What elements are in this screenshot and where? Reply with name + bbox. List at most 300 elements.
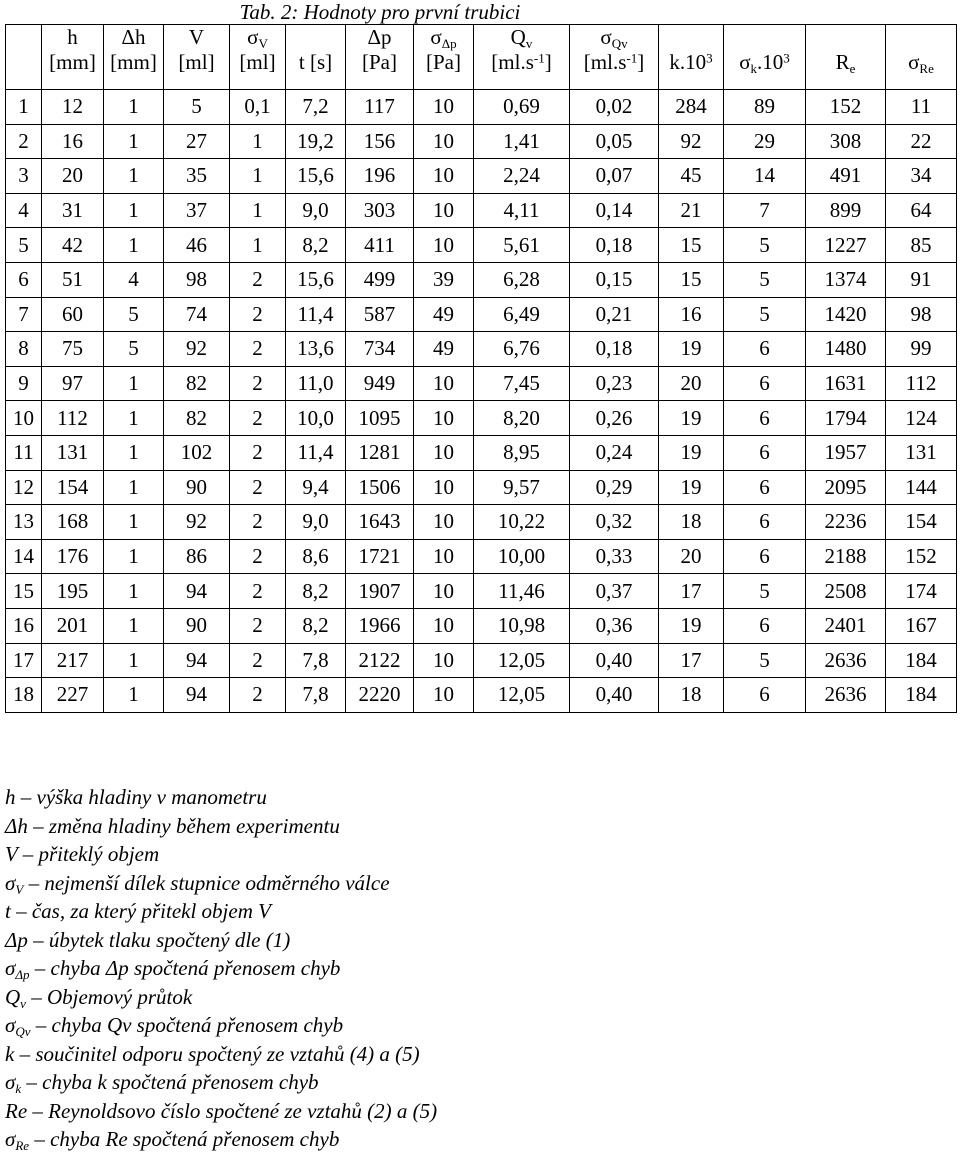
table-cell: 2220 — [346, 678, 414, 713]
table-cell: 167 — [886, 608, 957, 643]
table-cell: 11,0 — [286, 366, 346, 401]
table-cell: 1 — [104, 470, 164, 505]
table-cell: 34 — [886, 159, 957, 194]
table-cell: 1957 — [806, 435, 886, 470]
table-cell: 10,0 — [286, 401, 346, 436]
header-cell — [230, 25, 286, 90]
table-cell: 10 — [414, 435, 474, 470]
table-cell: 94 — [164, 574, 230, 609]
table-row — [6, 678, 957, 713]
table-cell: 8,95 — [474, 435, 570, 470]
table-cell: 2 — [230, 435, 286, 470]
table-cell: 6 — [724, 435, 806, 470]
table-cell: 94 — [164, 643, 230, 678]
header-cell — [164, 25, 230, 90]
table-cell: 5 — [724, 574, 806, 609]
table-cell: 1281 — [346, 435, 414, 470]
row-index-cell: 8 — [6, 332, 42, 367]
table-cell: 7,8 — [286, 643, 346, 678]
header-cell — [346, 25, 414, 90]
legend-symbol: σ — [5, 956, 16, 980]
table-cell: 64 — [886, 193, 957, 228]
table-cell: 8,6 — [286, 539, 346, 574]
header-symbol: h — [67, 25, 78, 49]
table-cell: 10 — [414, 574, 474, 609]
legend-description: – chyba Qv spočtená přenosem chyb — [30, 1013, 344, 1037]
legend-subscript: v — [20, 995, 26, 1011]
table-cell: 0,02 — [570, 90, 659, 125]
table-cell: 10,00 — [474, 539, 570, 574]
table-row — [6, 193, 957, 228]
table-cell: 1 — [104, 193, 164, 228]
table-caption — [0, 0, 960, 24]
table-cell: 1 — [104, 678, 164, 713]
row-index-cell: 17 — [6, 643, 42, 678]
table-cell: 2,24 — [474, 159, 570, 194]
table-cell: 15,6 — [286, 159, 346, 194]
table-cell: 1794 — [806, 401, 886, 436]
header-unit: $k.10^3$ — [669, 50, 713, 74]
table-cell: 0,23 — [570, 366, 659, 401]
table-cell: 734 — [346, 332, 414, 367]
row-index-cell: 14 — [6, 539, 42, 574]
table-cell: 6 — [724, 539, 806, 574]
table-cell: 2 — [230, 366, 286, 401]
table-cell: 2 — [230, 608, 286, 643]
row-index-cell: 18 — [6, 678, 42, 713]
table-cell: 37 — [164, 193, 230, 228]
header-unit-subscript: Re — [919, 60, 934, 76]
table-cell: 97 — [42, 366, 104, 401]
table-cell: 1506 — [346, 470, 414, 505]
table-cell: 19 — [659, 332, 724, 367]
row-index-cell: 10 — [6, 401, 42, 436]
header-unit: $[ml.s^{-1}]$ — [583, 50, 645, 74]
header-cell — [474, 25, 570, 90]
table-cell: 0,24 — [570, 435, 659, 470]
table-cell: 10 — [414, 366, 474, 401]
header-symbol — [659, 25, 723, 50]
table-row — [6, 435, 957, 470]
header-symbol: V — [188, 25, 205, 49]
table-cell: 144 — [886, 470, 957, 505]
header-cell — [659, 25, 724, 90]
header-symbol: $Q_v$ — [510, 25, 533, 51]
table-row — [6, 124, 957, 159]
table-cell: 92 — [659, 124, 724, 159]
legend-symbol: σ — [5, 1013, 16, 1037]
header-unit-superscript: -1 — [626, 50, 638, 66]
table-cell: 82 — [164, 366, 230, 401]
header-unit: $R_e$ — [835, 50, 856, 76]
header-unit-subscript: k — [750, 60, 758, 76]
table-cell: 0,14 — [570, 193, 659, 228]
legend-item — [5, 1068, 437, 1097]
table-cell: 899 — [806, 193, 886, 228]
table-cell: 6,28 — [474, 262, 570, 297]
table-cell: 19 — [659, 608, 724, 643]
table-cell: 491 — [806, 159, 886, 194]
table-cell: 19 — [659, 435, 724, 470]
legend-item — [5, 840, 437, 869]
table-cell: 7,2 — [286, 90, 346, 125]
legend-item — [5, 783, 437, 812]
table-cell: 9,0 — [286, 505, 346, 540]
table-cell: 98 — [886, 297, 957, 332]
legend-symbol: Δh — [5, 813, 28, 838]
table-cell: 10 — [414, 124, 474, 159]
header-row — [6, 25, 957, 90]
legend-description: – úbytek tlaku spočtený dle (1) — [27, 927, 291, 952]
legend — [5, 783, 437, 1154]
table-cell: 2236 — [806, 505, 886, 540]
table-cell: 102 — [164, 435, 230, 470]
table-cell: 1480 — [806, 332, 886, 367]
table-cell: 10 — [414, 470, 474, 505]
table-cell: 19 — [659, 401, 724, 436]
table-cell: 1095 — [346, 401, 414, 436]
row-index-cell: 7 — [6, 297, 42, 332]
table-cell: 45 — [659, 159, 724, 194]
table-cell: 27 — [164, 124, 230, 159]
legend-symbol: σ — [5, 1127, 16, 1151]
header-symbol: Δh — [121, 25, 146, 49]
table-cell: 11,4 — [286, 297, 346, 332]
table-cell: 2122 — [346, 643, 414, 678]
table-cell: 0,33 — [570, 539, 659, 574]
table-cell: 1 — [104, 90, 164, 125]
table-cell: 217 — [42, 643, 104, 678]
table-cell: 0,40 — [570, 678, 659, 713]
table-cell: 19 — [659, 470, 724, 505]
table-cell: 2 — [230, 574, 286, 609]
legend-symbol: Q — [5, 984, 21, 1009]
table-cell: 174 — [886, 574, 957, 609]
table-cell: 587 — [346, 297, 414, 332]
table-cell: 1631 — [806, 366, 886, 401]
legend-description: – Objemový průtok — [25, 984, 193, 1009]
legend-description: – přiteklý objem — [17, 842, 160, 866]
table-cell: 152 — [886, 539, 957, 574]
legend-subscript: k — [15, 1080, 22, 1096]
table-cell: 91 — [886, 262, 957, 297]
table-cell: 21 — [659, 193, 724, 228]
table-cell: 1 — [104, 539, 164, 574]
table-cell: 11,46 — [474, 574, 570, 609]
table-cell: 46 — [164, 228, 230, 263]
header-unit: $\sigma_{Re}$ — [908, 50, 934, 76]
table-cell: 0,18 — [570, 332, 659, 367]
table-cell: 1 — [104, 643, 164, 678]
table-cell: 0,26 — [570, 401, 659, 436]
table-cell: 89 — [724, 90, 806, 125]
table-cell: 196 — [346, 159, 414, 194]
table-cell: 195 — [42, 574, 104, 609]
table-cell: 227 — [42, 678, 104, 713]
table-cell: 1 — [104, 401, 164, 436]
table-cell: 1 — [230, 124, 286, 159]
table-cell: 1 — [230, 193, 286, 228]
header-cell — [104, 25, 164, 90]
legend-item — [5, 1097, 437, 1126]
legend-description: – chyba k spočtená přenosem chyb — [21, 1070, 319, 1094]
header-symbol: $\sigma_V$ — [247, 25, 268, 51]
table-cell: 9,4 — [286, 470, 346, 505]
header-unit-subscript: e — [849, 60, 856, 76]
table-cell: 2636 — [806, 678, 886, 713]
legend-symbol: Re — [5, 1098, 28, 1123]
table-cell: 4 — [104, 262, 164, 297]
table-row — [6, 505, 957, 540]
legend-item — [5, 812, 437, 841]
table-cell: 6 — [724, 470, 806, 505]
table-cell: 10 — [414, 678, 474, 713]
row-index-cell: 5 — [6, 228, 42, 263]
table-cell: 11 — [886, 90, 957, 125]
table-cell: 284 — [659, 90, 724, 125]
legend-item — [5, 954, 437, 983]
table-cell: 0,05 — [570, 124, 659, 159]
legend-item — [5, 1125, 437, 1154]
header-unit: [mm] — [110, 50, 157, 74]
legend-subscript: Δp — [15, 966, 30, 982]
table-cell: 152 — [806, 90, 886, 125]
row-index-cell: 16 — [6, 608, 42, 643]
table-cell: 49 — [414, 332, 474, 367]
data-table — [5, 24, 957, 713]
table-row — [6, 366, 957, 401]
header-index — [6, 25, 42, 90]
table-cell: 6,49 — [474, 297, 570, 332]
table-cell: 5 — [724, 643, 806, 678]
table-cell: 7 — [724, 193, 806, 228]
table-row — [6, 608, 957, 643]
header-unit: [mm] — [49, 50, 96, 74]
legend-item — [5, 897, 437, 926]
table-cell: 90 — [164, 470, 230, 505]
table-cell: 16 — [659, 297, 724, 332]
legend-description: – chyba Re spočtená přenosem chyb — [29, 1127, 340, 1151]
table-cell: 9,0 — [286, 193, 346, 228]
table-cell: 10 — [414, 643, 474, 678]
table-cell: 20 — [42, 159, 104, 194]
table-row — [6, 574, 957, 609]
table-cell: 94 — [164, 678, 230, 713]
row-index-cell: 1 — [6, 90, 42, 125]
legend-description: – součinitel odporu spočtený ze vztahů (4) a (5) — [14, 1041, 420, 1066]
table-cell: 131 — [886, 435, 957, 470]
table-cell: 7,45 — [474, 366, 570, 401]
table-cell: 0,69 — [474, 90, 570, 125]
table-cell: 19,2 — [286, 124, 346, 159]
table-cell: 2 — [230, 505, 286, 540]
header-unit-superscript: 3 — [706, 50, 713, 66]
table-cell: 411 — [346, 228, 414, 263]
legend-symbol: Δp — [5, 927, 28, 952]
row-index-cell: 4 — [6, 193, 42, 228]
header-unit: [Pa] — [362, 50, 397, 74]
legend-item — [5, 983, 437, 1012]
table-cell: 112 — [42, 401, 104, 436]
legend-description: – nejmenší dílek stupnice odměrného válce — [23, 870, 390, 895]
table-cell: 176 — [42, 539, 104, 574]
table-row — [6, 297, 957, 332]
table-cell: 5 — [724, 297, 806, 332]
header-unit: [ml] — [178, 50, 215, 74]
table-cell: 1 — [104, 574, 164, 609]
table-cell: 1 — [104, 366, 164, 401]
table-cell: 2 — [230, 643, 286, 678]
table-cell: 14 — [724, 159, 806, 194]
table-row — [6, 643, 957, 678]
table-cell: 1 — [104, 505, 164, 540]
table-cell: 8,2 — [286, 574, 346, 609]
legend-item — [5, 869, 437, 898]
table-cell: 5 — [724, 228, 806, 263]
table-cell: 12 — [42, 90, 104, 125]
table-cell: 20 — [659, 366, 724, 401]
table-cell: 1420 — [806, 297, 886, 332]
legend-subscript: V — [15, 881, 24, 897]
table-cell: 51 — [42, 262, 104, 297]
table-cell: 0,18 — [570, 228, 659, 263]
table-row — [6, 228, 957, 263]
table-cell: 0,37 — [570, 574, 659, 609]
table-cell: 2095 — [806, 470, 886, 505]
legend-description: – chyba Δp spočtená přenosem chyb — [29, 956, 341, 980]
table-cell: 2 — [230, 539, 286, 574]
table-cell: 499 — [346, 262, 414, 297]
table-cell: 201 — [42, 608, 104, 643]
table-cell: 39 — [414, 262, 474, 297]
table-cell: 5 — [104, 297, 164, 332]
table-cell: 10 — [414, 505, 474, 540]
table-cell: 18 — [659, 505, 724, 540]
table-cell: 2 — [230, 470, 286, 505]
header-unit: t [s] — [298, 50, 333, 74]
table-cell: 10,98 — [474, 608, 570, 643]
table-cell: 86 — [164, 539, 230, 574]
row-index-cell: 15 — [6, 574, 42, 609]
legend-symbol: V — [5, 842, 18, 866]
table-cell: 22 — [886, 124, 957, 159]
header-unit-superscript: 3 — [783, 50, 790, 66]
legend-symbol: σ — [5, 1070, 16, 1094]
legend-description: – Reynoldsovo číslo spočtené ze vztahů (2) a (5) — [27, 1098, 438, 1123]
table-cell: 2 — [230, 262, 286, 297]
table-cell: 0,29 — [570, 470, 659, 505]
table-cell: 5 — [724, 262, 806, 297]
table-row — [6, 470, 957, 505]
header-subscript: Qv — [611, 35, 628, 51]
table-cell: 6 — [724, 332, 806, 367]
table-cell: 9,57 — [474, 470, 570, 505]
header-unit: [Pa] — [426, 50, 461, 74]
table-cell: 8,2 — [286, 608, 346, 643]
table-cell: 5 — [164, 90, 230, 125]
table-cell: 10 — [414, 159, 474, 194]
row-index-cell: 13 — [6, 505, 42, 540]
table-cell: 10 — [414, 401, 474, 436]
table-cell: 10 — [414, 608, 474, 643]
table-cell: 2 — [230, 401, 286, 436]
table-cell: 42 — [42, 228, 104, 263]
row-index-cell: 6 — [6, 262, 42, 297]
table-cell: 0,21 — [570, 297, 659, 332]
table-cell: 117 — [346, 90, 414, 125]
row-index-cell: 11 — [6, 435, 42, 470]
table-cell: 29 — [724, 124, 806, 159]
table-body — [6, 90, 957, 713]
header-symbol: $\sigma_{Qv}$ — [600, 25, 628, 51]
table-cell: 112 — [886, 366, 957, 401]
table-cell: 1 — [104, 608, 164, 643]
table-cell: 15,6 — [286, 262, 346, 297]
table-row — [6, 262, 957, 297]
table-cell: 92 — [164, 505, 230, 540]
header-cell — [806, 25, 886, 90]
table-cell: 0,15 — [570, 262, 659, 297]
table-cell: 0,1 — [230, 90, 286, 125]
table-cell: 7,8 — [286, 678, 346, 713]
row-index-cell: 3 — [6, 159, 42, 194]
table-row — [6, 90, 957, 125]
legend-description: – čas, za který přitekl objem V — [10, 899, 271, 923]
table-cell: 2 — [230, 297, 286, 332]
table-cell: 2 — [230, 332, 286, 367]
table-cell: 154 — [886, 505, 957, 540]
table-cell: 15 — [659, 228, 724, 263]
table-cell: 13,6 — [286, 332, 346, 367]
header-symbol — [886, 25, 956, 50]
table-cell: 31 — [42, 193, 104, 228]
table-cell: 35 — [164, 159, 230, 194]
table-row — [6, 159, 957, 194]
table-cell: 17 — [659, 643, 724, 678]
table-cell: 1 — [104, 159, 164, 194]
table-cell: 74 — [164, 297, 230, 332]
legend-subscript: Re — [15, 1137, 30, 1153]
table-cell: 184 — [886, 678, 957, 713]
table-cell: 60 — [42, 297, 104, 332]
table-cell: 1 — [104, 124, 164, 159]
table-cell: 1374 — [806, 262, 886, 297]
table-cell: 6,76 — [474, 332, 570, 367]
legend-item — [5, 1040, 437, 1069]
legend-subscript: Qv — [15, 1023, 31, 1039]
legend-item — [5, 1011, 437, 1040]
table-cell: 124 — [886, 401, 957, 436]
table-cell: 18 — [659, 678, 724, 713]
table-cell: 6 — [724, 505, 806, 540]
legend-description: – změna hladiny během experimentu — [27, 813, 340, 838]
header-symbol: $\sigma_{\Delta p}$ — [430, 25, 457, 51]
table-cell: 90 — [164, 608, 230, 643]
table-cell: 6 — [724, 608, 806, 643]
header-symbol — [806, 25, 885, 50]
table-cell: 82 — [164, 401, 230, 436]
table-cell: 16 — [42, 124, 104, 159]
table-cell: 6 — [724, 366, 806, 401]
table-cell: 12,05 — [474, 678, 570, 713]
header-cell — [42, 25, 104, 90]
table-cell: 1,41 — [474, 124, 570, 159]
table-cell: 131 — [42, 435, 104, 470]
table-cell: 1 — [104, 435, 164, 470]
table-cell: 184 — [886, 643, 957, 678]
table-cell: 5 — [104, 332, 164, 367]
header-subscript: Δp — [441, 35, 457, 51]
